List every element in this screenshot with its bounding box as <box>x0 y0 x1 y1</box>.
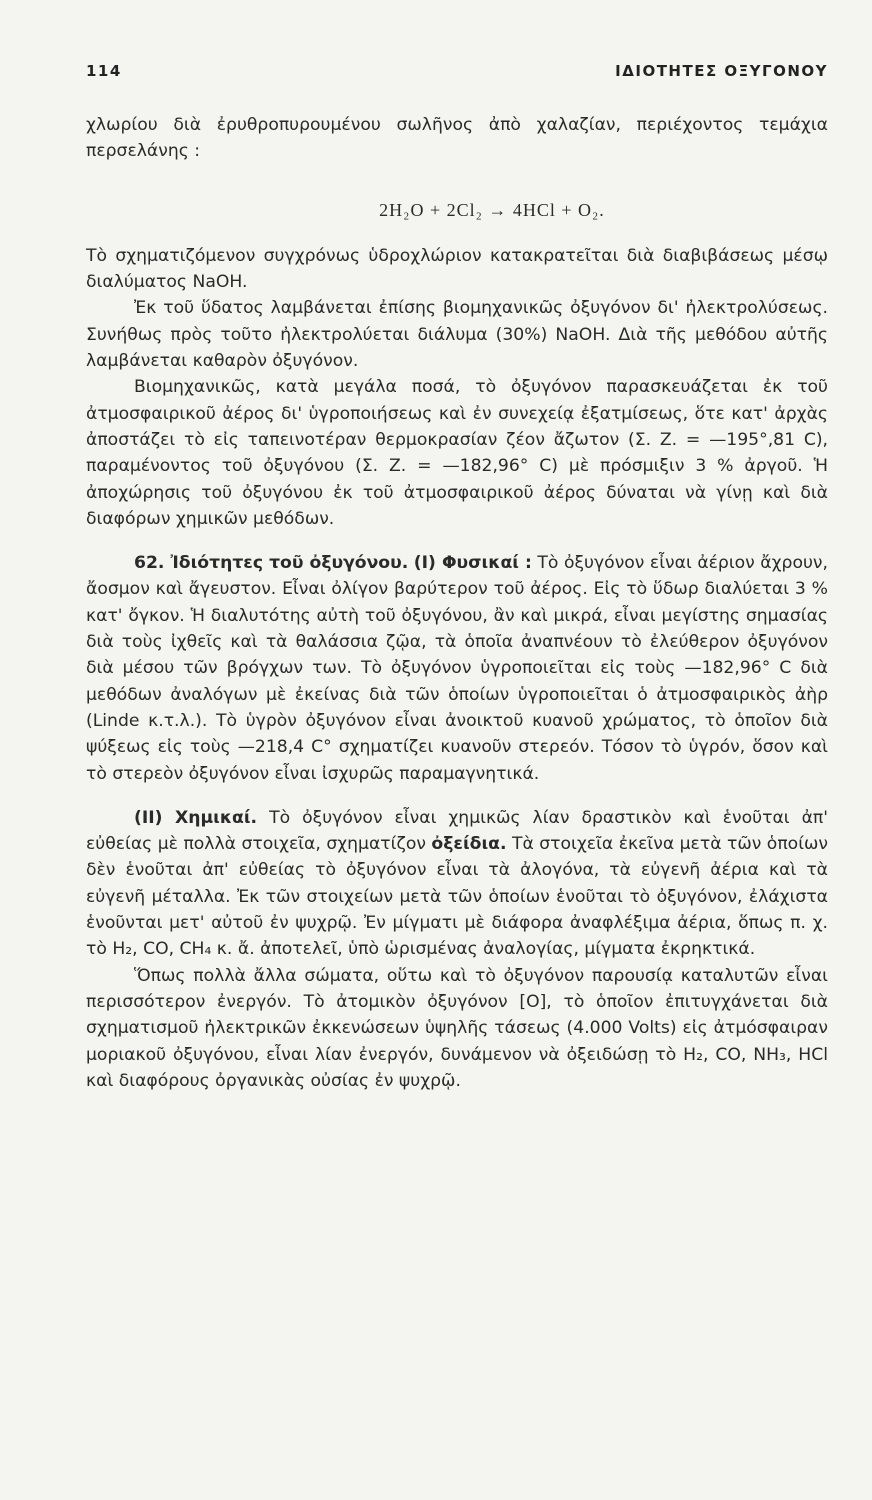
body-text <box>86 112 828 1094</box>
paragraph-electrolysis: Ἐκ τοῦ ὕδατος λαμβάνεται ἐπίσης βιομηχανικῶς ὀξυγόνον δι' ἠλεκτρολύσεως. Συνήθως πρὸς τοῦτο ἠλεκτρολύεται διάλυμα (30%) NaOH. Διὰ τῆς μεθόδου αὐτῆς λαμβάνεται καθαρὸν ὀξυγόνον. <box>86 298 828 372</box>
spacer <box>86 532 828 550</box>
subsection-chemical-text-b: Τὰ στοιχεῖα ἐκεῖνα μετὰ τῶν ὁποίων δὲν ἑνοῦται ἀπ' εὐθείας τὸ ὀξυγόνον εἶναι τὰ ἀλογόνα, τὰ εὐγενῆ ἀέρια καὶ τὰ εὐγενῆ μέταλλα. Ἐκ τῶν στοιχείων μετὰ τῶν ὁποίων ἑνοῦται τὸ ὀξυγόνον, ἐλάχιστα ἑνοῦνται μετ' αὐτοῦ ἐν ψυχρῷ. Ἐν μίγματι μὲ διάφορα ἀναφλέξιμα ἀέρια, ὅπως π. χ. τὸ H₂, CO, CH₄ κ. ἄ. ἀποτελεῖ, ὑπὸ ὡρισμένας ἀναλογίας, μίγματα ἐκρηκτικά. <box>86 834 828 960</box>
subsection-chemical-text-a: Τὸ ὀξυγόνον εἶναι χημικῶς λίαν δραστικὸν καὶ ἑνοῦται ἀπ' εὐθείας μὲ πολλὰ στοιχεῖα, σχηματίζον <box>86 807 828 855</box>
paragraph-atomic-oxygen: Ὅπως πολλὰ ἄλλα σώματα, οὕτω καὶ τὸ ὀξυγόνον παρουσίᾳ καταλυτῶν εἶναι περισσότερον ἐνεργόν. Τὸ ἀτομικὸν ὀξυγόνον [O], τὸ ὁποῖον ἐπιτυγχάνεται διὰ σχηματισμοῦ ἠλεκτρικῶν ἐκκενώσεων ὑψηλῆς τάσεως (4.000 Volts) εἰς ἀτμόσφαιραν μοριακοῦ ὀξυγόνου, εἶναι λίαν ἐνεργόν, δυνάμενον νὰ ὀξειδώσῃ τὸ H₂, CO, NH₃, HCl καὶ διαφόρους ὀργανικὰς οὐσίας ἐν ψυχρῷ. <box>86 965 828 1091</box>
subsection-chemical-label: (ΙΙ) Χημικαί. <box>134 807 258 828</box>
subsection-physical-text: Τὸ ὀξυγόνον εἶναι ἀέριον ἄχρουν, ἄοσμον καὶ ἄγευστον. Εἶναι ὀλίγον βαρύτερον τοῦ ἀέρος. Εἰς τὸ ὕδωρ διαλύεται 3 % κατ' ὄγκον. Ἡ διαλυτότης αὐτὴ τοῦ ὀξυγόνου, ἂν καὶ μικρά, εἶναι μεγίστης σημασίας διὰ τοὺς ἰχθεῖς καὶ τὰ θαλάσσια ζῷα, τὰ ὁποῖα ἀναπνέουν τὸ ἐλεύθερον ὀξυγόνον διὰ μέσου τῶν βρόγχων των. Τὸ ὀξυγόνον ὑγροποιεῖται εἰς τοὺς —182,96° C διὰ μεθόδων ἀναλόγων μὲ ἐκείνας διὰ τῶν ὁποίων ὑγροποιεῖται ὁ ἀτμοσφαιρικὸς ἀὴρ (Linde κ.τ.λ.). Τὸ ὑγρὸν ὀξυγόνον εἶναι ἀνοικτοῦ κυανοῦ χρώματος, τὸ ὁποῖον διὰ ψύξεως εἰς τοὺς —218,4 C° σχηματίζει κυανοῦν στερεόν. Τόσον τὸ ὑγρόν, ὅσον καὶ τὸ στερεὸν ὀξυγόνον εἶναι ἰσχυρῶς παραμαγνητικά. <box>86 553 828 784</box>
intro-paragraph: χλωρίου διὰ ἐρυθροπυρουμένου σωλῆνος ἀπὸ χαλαζίαν, περιέχοντος τεμάχια περσελάνης : <box>86 115 828 162</box>
paragraph-industrial: Βιομηχανικῶς, κατὰ μεγάλα ποσά, τὸ ὀξυγόνον παρασκευάζεται ἐκ τοῦ ἀτμοσφαιρικοῦ ἀέρος δι' ὑγροποιήσεως καὶ ἐν συνεχείᾳ ἐξατμίσεως, ὅτε κατ' ἀρχὰς ἀποστάζει τὸ εἰς ταπεινοτέραν θερμοκρασίαν ζέον ἄζωτον (Σ. Ζ. = —195°,81 C), παραμένοντος τοῦ ὀξυγόνου (Σ. Ζ. = —182,96° C) μὲ πρόσμιξιν 3 % ἀργοῦ. Ἡ ἀποχώρησις τοῦ ὀξυγόνου ἐκ τοῦ ἀτμοσφαιρικοῦ ἀέρος δύναται νὰ γίνῃ καὶ διὰ διαφόρων χημικῶν μεθόδων. <box>86 377 828 529</box>
section-heading: 62. Ἰδιότητες τοῦ ὀξυγόνου. <box>134 553 409 574</box>
page-number: 114 <box>86 62 122 80</box>
section-physical <box>86 550 828 787</box>
page-header <box>86 62 828 86</box>
spacer <box>86 787 828 805</box>
chemical-equation: 2H₂O + 2Cl₂ → 4HCl + O₂. <box>379 199 605 220</box>
running-title: ΙΔΙΟΤΗΤΕΣ ΟΞΥΓΟΝΟΥ <box>615 62 828 80</box>
term-oxides: ὀξείδια. <box>431 834 507 855</box>
subsection-physical-label: (Ι) Φυσικαί : <box>413 553 532 574</box>
paragraph-hydrochloride: Τὸ σχηματιζόμενον συγχρόνως ὑδροχλώριον κατακρατεῖται διὰ διαβιβάσεως μέσῳ διαλύματος NaOH. <box>86 245 828 293</box>
section-chemical <box>86 805 828 963</box>
